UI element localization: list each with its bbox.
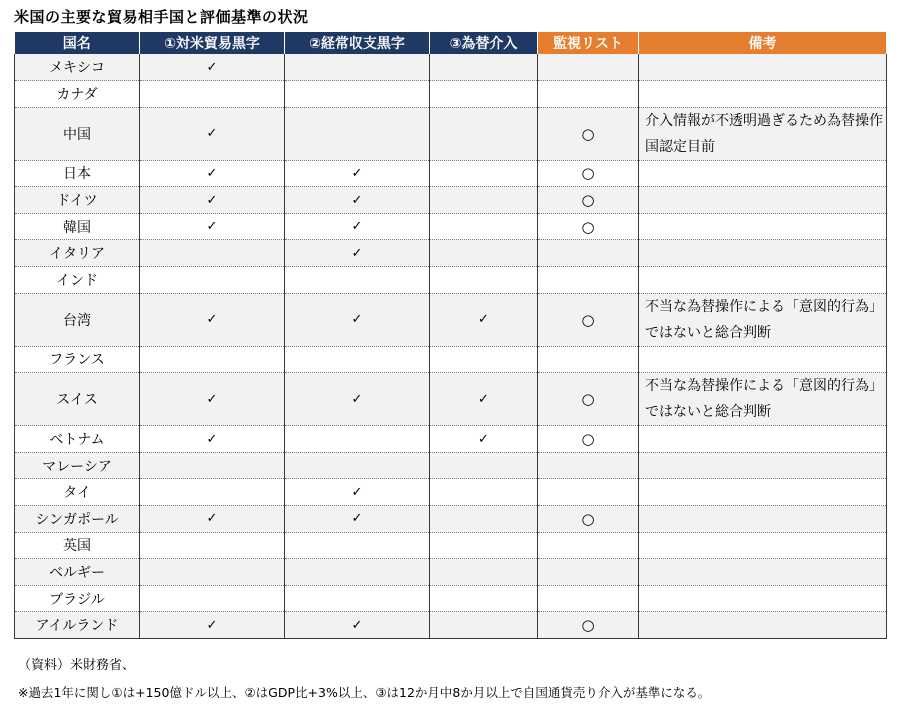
trade-surplus-cell bbox=[140, 267, 285, 294]
remarks-cell bbox=[639, 479, 887, 506]
table-row bbox=[15, 293, 887, 346]
table-title: 米国の主要な貿易相手国と評価基準の状況 bbox=[14, 8, 309, 26]
trade-surplus-cell: ✓ bbox=[140, 54, 285, 81]
remarks-cell bbox=[639, 452, 887, 479]
trade-surplus-cell: ✓ bbox=[140, 187, 285, 214]
trade-surplus-cell bbox=[140, 532, 285, 559]
remarks-cell bbox=[639, 81, 887, 108]
watch-list-cell: ○ bbox=[538, 213, 639, 240]
country-cell: イタリア bbox=[15, 240, 140, 267]
trade-surplus-cell bbox=[140, 81, 285, 108]
footnote: ※過去1年に関し①は+150億ドル以上、②はGDP比+3%以上、③は12か月中8か月以上で自国通貨売り介入が基準になる。 bbox=[18, 685, 711, 700]
current-account-cell: ✓ bbox=[285, 293, 430, 346]
country-cell: ベルギー bbox=[15, 559, 140, 586]
trade-surplus-cell: ✓ bbox=[140, 612, 285, 639]
table-row bbox=[15, 267, 887, 294]
trade-surplus-cell bbox=[140, 346, 285, 373]
remarks-cell bbox=[639, 506, 887, 533]
table-row bbox=[15, 426, 887, 453]
table-row bbox=[15, 187, 887, 214]
intervention-cell bbox=[430, 267, 538, 294]
current-account-cell: ✓ bbox=[285, 240, 430, 267]
current-account-cell: ✓ bbox=[285, 213, 430, 240]
current-account-cell bbox=[285, 54, 430, 81]
trade-surplus-cell bbox=[140, 559, 285, 586]
current-account-cell: ✓ bbox=[285, 612, 430, 639]
remarks-cell: 介入情報が不透明過ぎるため為替操作国認定目前 bbox=[639, 107, 887, 160]
watch-list-cell: ○ bbox=[538, 506, 639, 533]
header-watch-list: 監視リスト bbox=[538, 32, 639, 54]
table-row bbox=[15, 213, 887, 240]
watch-list-cell bbox=[538, 346, 639, 373]
intervention-cell bbox=[430, 506, 538, 533]
current-account-cell bbox=[285, 107, 430, 160]
remarks-cell bbox=[639, 187, 887, 214]
trade-surplus-cell: ✓ bbox=[140, 293, 285, 346]
trade-surplus-cell: ✓ bbox=[140, 373, 285, 426]
country-cell: 韓国 bbox=[15, 213, 140, 240]
remarks-cell bbox=[639, 160, 887, 187]
intervention-cell: ✓ bbox=[430, 293, 538, 346]
table-row bbox=[15, 160, 887, 187]
current-account-cell bbox=[285, 585, 430, 612]
intervention-cell: ✓ bbox=[430, 426, 538, 453]
remarks-cell bbox=[639, 612, 887, 639]
country-cell: タイ bbox=[15, 479, 140, 506]
intervention-cell bbox=[430, 559, 538, 586]
table-row bbox=[15, 532, 887, 559]
header-trade-surplus: ①対米貿易黒字 bbox=[140, 32, 285, 54]
watch-list-cell: ○ bbox=[538, 107, 639, 160]
watch-list-cell bbox=[538, 479, 639, 506]
watch-list-cell: ○ bbox=[538, 160, 639, 187]
watch-list-cell bbox=[538, 585, 639, 612]
remarks-cell: 不当な為替操作による「意図的行為」ではないと総合判断 bbox=[639, 293, 887, 346]
current-account-cell bbox=[285, 559, 430, 586]
current-account-cell bbox=[285, 532, 430, 559]
current-account-cell: ✓ bbox=[285, 373, 430, 426]
remarks-cell: 不当な為替操作による「意図的行為」ではないと総合判断 bbox=[639, 373, 887, 426]
country-cell: フランス bbox=[15, 346, 140, 373]
country-cell: 日本 bbox=[15, 160, 140, 187]
table-row bbox=[15, 612, 887, 639]
watch-list-cell: ○ bbox=[538, 187, 639, 214]
intervention-cell bbox=[430, 452, 538, 479]
table-row bbox=[15, 240, 887, 267]
watch-list-cell bbox=[538, 54, 639, 81]
country-cell: メキシコ bbox=[15, 54, 140, 81]
trade-partner-table bbox=[14, 32, 887, 639]
intervention-cell bbox=[430, 612, 538, 639]
watch-list-cell: ○ bbox=[538, 612, 639, 639]
watch-list-cell bbox=[538, 452, 639, 479]
current-account-cell bbox=[285, 452, 430, 479]
trade-surplus-cell: ✓ bbox=[140, 213, 285, 240]
table-row bbox=[15, 479, 887, 506]
remarks-cell bbox=[639, 346, 887, 373]
current-account-cell: ✓ bbox=[285, 160, 430, 187]
table-row bbox=[15, 506, 887, 533]
watch-list-cell: ○ bbox=[538, 293, 639, 346]
current-account-cell: ✓ bbox=[285, 506, 430, 533]
watch-list-cell bbox=[538, 240, 639, 267]
current-account-cell bbox=[285, 267, 430, 294]
remarks-cell bbox=[639, 426, 887, 453]
intervention-cell bbox=[430, 213, 538, 240]
intervention-cell bbox=[430, 81, 538, 108]
intervention-cell bbox=[430, 187, 538, 214]
remarks-cell bbox=[639, 240, 887, 267]
country-cell: アイルランド bbox=[15, 612, 140, 639]
watch-list-cell bbox=[538, 532, 639, 559]
trade-surplus-cell bbox=[140, 585, 285, 612]
remarks-cell bbox=[639, 267, 887, 294]
country-cell: インド bbox=[15, 267, 140, 294]
watch-list-cell bbox=[538, 559, 639, 586]
intervention-cell bbox=[430, 532, 538, 559]
watch-list-cell bbox=[538, 267, 639, 294]
current-account-cell: ✓ bbox=[285, 479, 430, 506]
table-row bbox=[15, 346, 887, 373]
intervention-cell bbox=[430, 107, 538, 160]
intervention-cell bbox=[430, 585, 538, 612]
remarks-cell bbox=[639, 585, 887, 612]
country-cell: ブラジル bbox=[15, 585, 140, 612]
remarks-cell bbox=[639, 559, 887, 586]
table-row bbox=[15, 373, 887, 426]
table-row bbox=[15, 585, 887, 612]
country-cell: 中国 bbox=[15, 107, 140, 160]
trade-surplus-cell: ✓ bbox=[140, 506, 285, 533]
table-row bbox=[15, 54, 887, 81]
header-country: 国名 bbox=[15, 32, 140, 54]
country-cell: シンガポール bbox=[15, 506, 140, 533]
remarks-cell bbox=[639, 213, 887, 240]
remarks-cell bbox=[639, 54, 887, 81]
current-account-cell bbox=[285, 81, 430, 108]
table-row bbox=[15, 452, 887, 479]
trade-surplus-cell: ✓ bbox=[140, 160, 285, 187]
country-cell: ドイツ bbox=[15, 187, 140, 214]
watch-list-cell: ○ bbox=[538, 373, 639, 426]
table-row bbox=[15, 107, 887, 160]
remarks-cell bbox=[639, 532, 887, 559]
header-row bbox=[15, 32, 887, 54]
intervention-cell bbox=[430, 479, 538, 506]
current-account-cell bbox=[285, 426, 430, 453]
trade-surplus-cell bbox=[140, 452, 285, 479]
table-row bbox=[15, 559, 887, 586]
country-cell: マレーシア bbox=[15, 452, 140, 479]
current-account-cell: ✓ bbox=[285, 187, 430, 214]
watch-list-cell: ○ bbox=[538, 426, 639, 453]
header-remarks: 備考 bbox=[639, 32, 887, 54]
country-cell: 台湾 bbox=[15, 293, 140, 346]
intervention-cell: ✓ bbox=[430, 373, 538, 426]
table-row bbox=[15, 81, 887, 108]
header-intervention: ③為替介入 bbox=[430, 32, 538, 54]
trade-surplus-cell bbox=[140, 479, 285, 506]
intervention-cell bbox=[430, 240, 538, 267]
country-cell: スイス bbox=[15, 373, 140, 426]
source-note: （資料）米財務省、 bbox=[18, 658, 136, 673]
header-current-account: ②経常収支黒字 bbox=[285, 32, 430, 54]
current-account-cell bbox=[285, 346, 430, 373]
trade-surplus-cell bbox=[140, 240, 285, 267]
trade-surplus-cell: ✓ bbox=[140, 426, 285, 453]
watch-list-cell bbox=[538, 81, 639, 108]
trade-surplus-cell: ✓ bbox=[140, 107, 285, 160]
intervention-cell bbox=[430, 346, 538, 373]
intervention-cell bbox=[430, 54, 538, 81]
intervention-cell bbox=[430, 160, 538, 187]
country-cell: ベトナム bbox=[15, 426, 140, 453]
country-cell: カナダ bbox=[15, 81, 140, 108]
country-cell: 英国 bbox=[15, 532, 140, 559]
